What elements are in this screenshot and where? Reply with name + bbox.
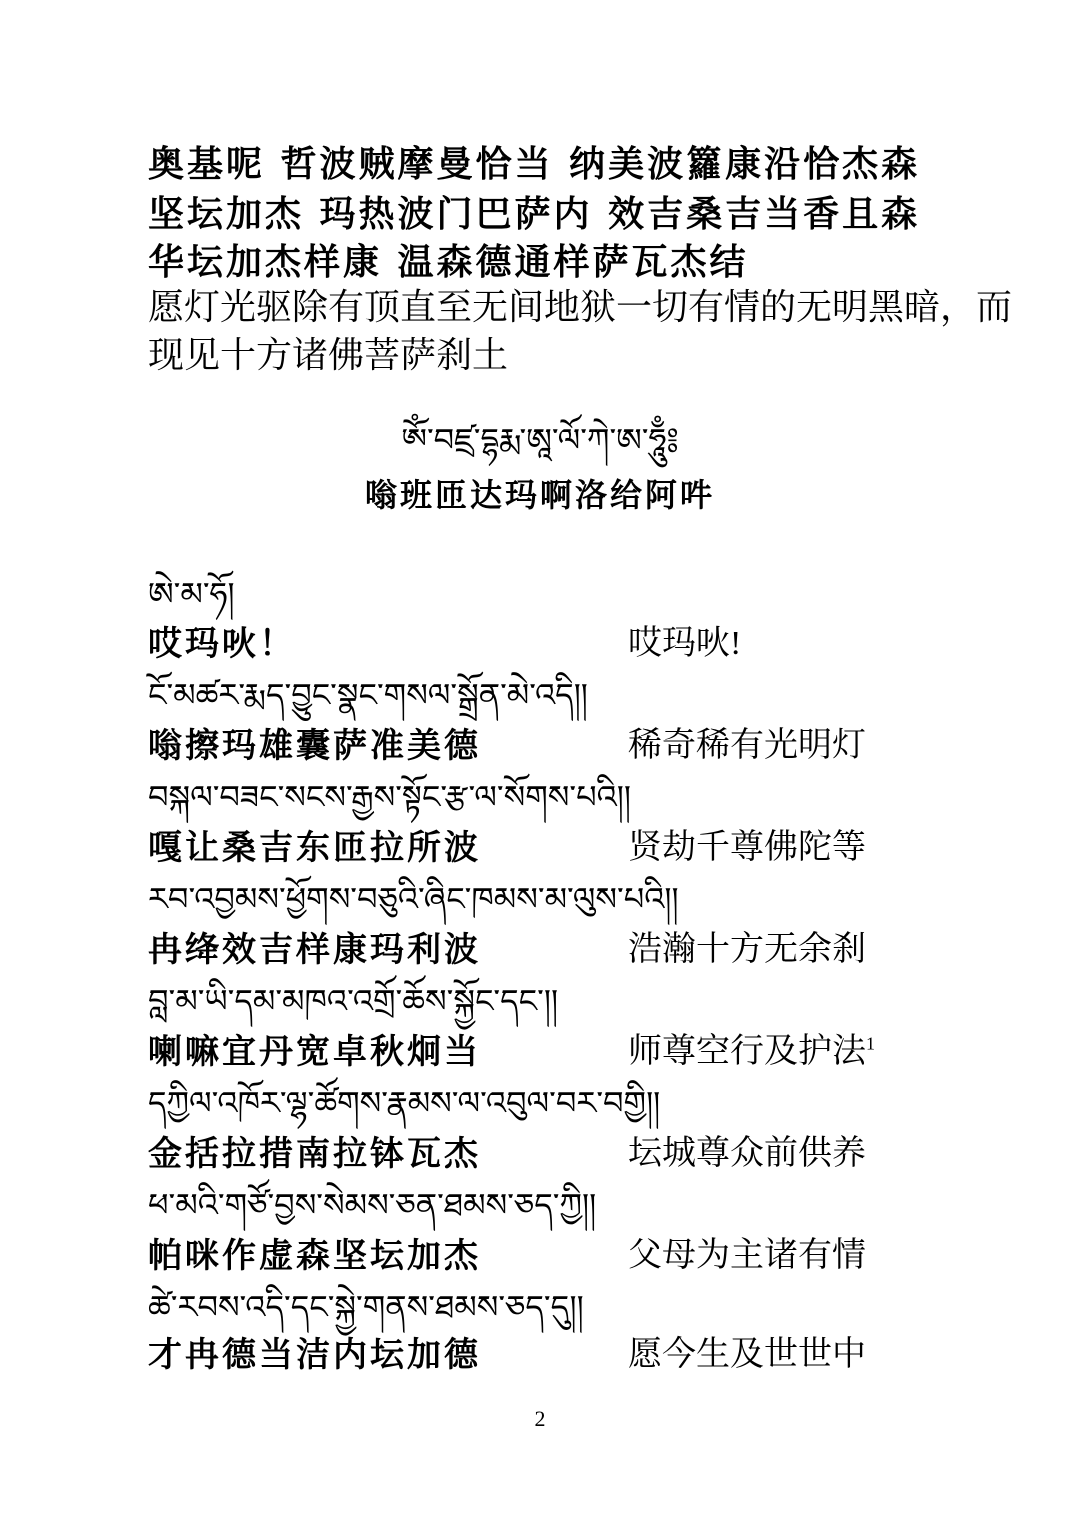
verse-tibetan-line: དཀྱིལ་འཁོར་ལྷ་ཚོགས་རྣམས་ལ་འབུལ་བར་བགྱི།།: [148, 1084, 661, 1122]
verse-translation: 浩瀚十方无余刹: [628, 931, 866, 968]
intro-translit-line: 坚坛加杰 玛热波门巴萨内 效吉桑吉当香且森: [148, 193, 921, 235]
verse-translation: 贤劫千尊佛陀等: [628, 829, 866, 866]
verse-translit: 喇嘛宜丹宽卓秋炯当: [148, 1032, 481, 1072]
verse-translation: 坛城尊众前供养: [628, 1135, 866, 1172]
mantra-chinese: 嗡班匝达玛啊洛给阿吽: [364, 476, 715, 514]
verse-translation: 师尊空行及护法: [628, 1033, 866, 1070]
intro-translation-line: 愿灯光驱除有顶直至无间地狱一切有情的无明黑暗，而: [148, 287, 1013, 327]
verse-tibetan-line: བླ་མ་ཡི་དམ་མཁའ་འགྲོ་ཆོས་སྐྱོང་དང་།།: [148, 982, 559, 1020]
verse-tibetan-line: བསྐལ་བཟང་སངས་རྒྱས་སྟོང་རྩ་ལ་སོགས་པའི།།: [148, 778, 631, 816]
verse-tibetan-line: ཕ་མའི་གཙོ་བྱས་སེམས་ཅན་ཐམས་ཅད་ཀྱི།།: [148, 1186, 597, 1224]
verse-translit: 嘎让桑吉东匝拉所波: [148, 828, 481, 868]
verse-translation: 稀奇稀有光明灯: [628, 727, 866, 764]
mantra-tibetan: ཨོཾ་བཛྲ་དྷརྨ་ཨཱ་ལོ་ཀེ་ཨ་ཧཱུྃ༔: [401, 421, 679, 459]
intro-translit-line: 华坛加杰样康 温森德通样萨瓦杰结: [148, 241, 749, 283]
verse-translit: 嗡擦玛雄囊萨准美德: [148, 726, 481, 766]
intro-translit-line: 奥基呢 哲波贼摩曼恰当 纳美波籮康沿恰杰森: [148, 143, 921, 185]
verse-translation-with-footnote: [628, 1030, 875, 1074]
verse-tibetan-line: རབ་འབྱམས་ཕྱོགས་བཅུའི་ཞིང་ཁམས་མ་ལུས་པའི།།: [148, 880, 679, 918]
verse-translit: 金括拉措南拉钵瓦杰: [148, 1134, 481, 1174]
intro-translation-line: 现见十方诸佛菩萨刹土: [148, 335, 509, 375]
footnote-marker[interactable]: 1: [866, 1033, 875, 1054]
page-number: 2: [534, 1406, 546, 1431]
verse-tibetan-line: ཚེ་རབས་འདི་དང་སྐྱེ་གནས་ཐམས་ཅད་དུ།།: [148, 1288, 584, 1326]
verse-heading-tibetan: ཨེ་མ་ཧོ།: [148, 575, 235, 613]
verse-translation: 愿今生及世世中: [628, 1336, 866, 1373]
verse-translit: 帕咪作虚森坚坛加杰: [148, 1236, 481, 1276]
verse-tibetan-line: ངོ་མཚར་རྨད་བྱུང་སྣང་གསལ་སྒྲོན་མེ་འདི།།: [148, 676, 588, 714]
verse-translit: 哎玛吙！: [148, 624, 296, 664]
verse-translation: 父母为主诸有情: [628, 1237, 866, 1274]
verse-translit: 才冉德当洁内坛加德: [148, 1335, 481, 1375]
verse-translation: 哎玛吙!: [628, 625, 742, 662]
verse-translit: 冉绛效吉样康玛利波: [148, 930, 481, 970]
